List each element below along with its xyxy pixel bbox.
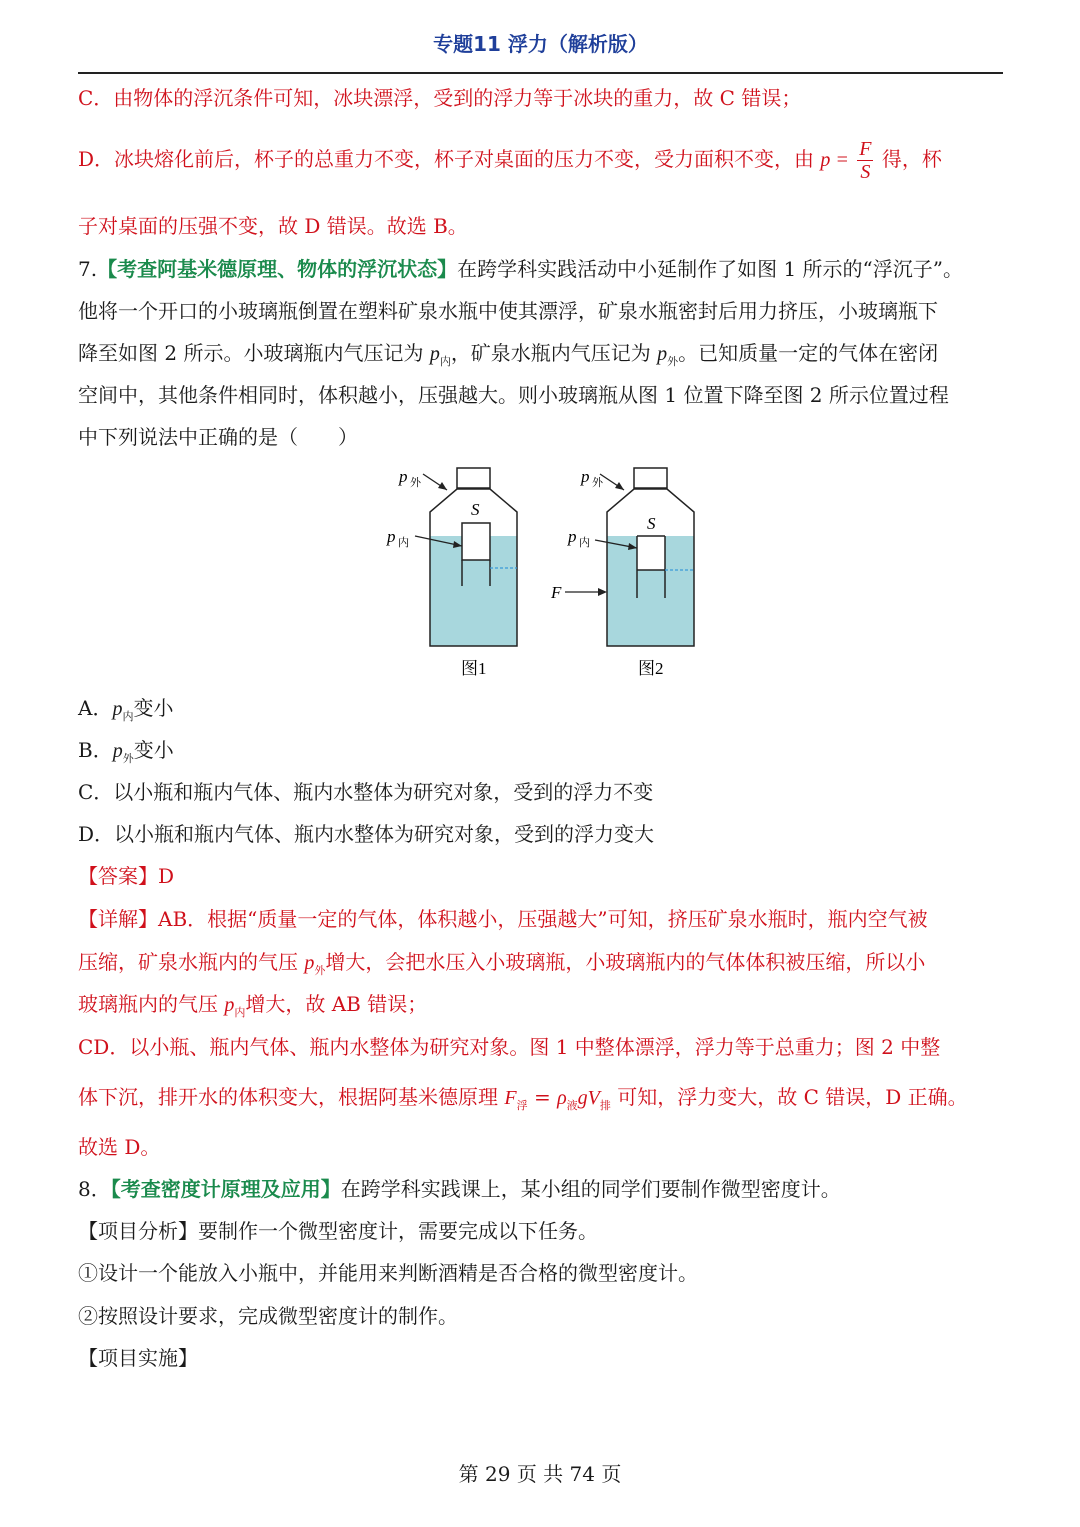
- page-header-title: 专题11 浮力（解析版）: [433, 32, 648, 56]
- text-span: 得，杯: [881, 147, 942, 171]
- formula-v: V: [587, 1087, 600, 1109]
- formula-lhs: p =: [820, 149, 849, 171]
- text-span: 。已知质量一定的气体在密闭: [678, 341, 939, 365]
- q7-option-c: C．以小瓶和瓶内气体、瓶内水整体为研究对象，受到的浮力不变: [78, 780, 654, 804]
- option-letter: B．: [78, 738, 113, 762]
- symbol-p: p: [657, 343, 668, 365]
- label-nei: 内: [398, 537, 409, 549]
- label-p: p: [581, 467, 590, 486]
- q7-stem-line2: 他将一个开口的小玻璃瓶倒置在塑料矿泉水瓶中使其漂浮，矿泉水瓶密封后用力挤压，小玻璃瓶下: [78, 299, 938, 323]
- q8-tag: 【考查密度计原理及应用】: [110, 1177, 341, 1201]
- q7-option-a: [78, 694, 1008, 731]
- label-s: S: [647, 514, 656, 533]
- page-footer: 第 29 页 共 74 页: [458, 1462, 622, 1486]
- text-span: 增大，故 AB 错误；: [245, 992, 428, 1016]
- figure-2-caption: 图2: [638, 659, 664, 678]
- label-wai: 外: [592, 477, 603, 489]
- q8-task2: ②按照设计要求，完成微型密度计的制作。: [78, 1304, 458, 1328]
- subscript-ye: 液: [566, 1099, 578, 1112]
- q7-detail-line3: [78, 990, 1008, 1027]
- q7-detail-line5: [78, 1083, 1008, 1120]
- small-vial-1: [462, 523, 490, 560]
- q7-number: 7.: [78, 257, 98, 281]
- q8-number: 8．: [78, 1177, 111, 1201]
- text-span: 在跨学科实践课上，某小组的同学们要制作微型密度计。: [340, 1177, 841, 1201]
- fraction-denominator: S: [860, 161, 871, 183]
- q7-detail-line2: [78, 948, 1008, 985]
- symbol-p: p: [112, 698, 123, 720]
- option-letter: A．: [78, 696, 113, 720]
- subscript-wai: 外: [122, 752, 134, 765]
- q7-stem-line5: 中下列说法中正确的是（ ）: [78, 425, 358, 449]
- label-wai: 外: [410, 477, 421, 489]
- symbol-p: p: [224, 994, 235, 1016]
- subscript-nei: 内: [234, 1006, 246, 1019]
- bottle-2: [565, 468, 694, 646]
- bottle-cap-1: [457, 468, 490, 488]
- figure-1-caption: 图1: [461, 659, 487, 678]
- text-span: 玻璃瓶内的气压: [78, 992, 218, 1016]
- label-nei: 内: [579, 537, 590, 549]
- text-span: 可知，浮力变大，故 C 错误，D 正确。: [617, 1085, 968, 1109]
- subscript-nei: 内: [439, 355, 451, 368]
- header-rule: [78, 72, 1003, 74]
- symbol-p: p: [304, 952, 315, 974]
- q7-option-d: D．以小瓶和瓶内气体、瓶内水整体为研究对象，受到的浮力变大: [78, 822, 655, 846]
- label-p: p: [399, 467, 408, 486]
- text-span: ，矿泉水瓶内气压记为: [450, 341, 651, 365]
- q8-analysis: [78, 1217, 1008, 1245]
- q7-detail-line4: CD．以小瓶、瓶内气体、瓶内水整体为研究对象。图 1 中整体漂浮，浮力等于总重力；图 2 中整: [78, 1035, 941, 1059]
- q7-stem-line4: 空间中，其他条件相同时，体积越小，压强越大。则小玻璃瓶从图 1 位置下降至图 2 所示位置过程: [78, 383, 949, 407]
- subscript-pai: 排: [599, 1099, 611, 1112]
- subscript-wai: 外: [667, 355, 679, 368]
- bottle-1: [415, 468, 517, 646]
- q8-implementation-heading: 【项目实施】: [78, 1346, 198, 1370]
- option-d-explanation-line1: [78, 138, 1008, 183]
- text-span: D．冰块熔化前后，杯子的总重力不变，杯子对桌面的压力不变，受力面积不变，由: [78, 147, 815, 171]
- formula-rho: ρ: [557, 1087, 567, 1109]
- cartesian-diver-figure: [385, 462, 705, 684]
- symbol-p: p: [112, 740, 123, 762]
- small-vial-air-2: [637, 536, 665, 570]
- bottle-cap-2: [634, 468, 667, 488]
- formula-f: F: [504, 1087, 517, 1109]
- formula-g: g: [577, 1087, 588, 1109]
- q7-detail-line1: 【详解】AB．根据“质量一定的气体，体积越小，压强越大”可知，挤压矿泉水瓶时，瓶内空气被: [78, 907, 928, 931]
- q8-stem: [78, 1175, 1008, 1203]
- text-span: 变小: [133, 696, 174, 720]
- text-span: 变小: [133, 738, 174, 762]
- formula-eq: =: [533, 1085, 551, 1109]
- label-p: p: [568, 527, 577, 546]
- option-d-explanation-line2: 子对桌面的压强不变，故 D 错误。故选 B。: [78, 214, 468, 238]
- q8-task1: ①设计一个能放入小瓶中，并能用来判断酒精是否合格的微型密度计。: [78, 1261, 698, 1285]
- label-f: F: [551, 583, 562, 602]
- text-span: 降至如图 2 所示。小玻璃瓶内气压记为: [78, 341, 424, 365]
- pressure-fraction: [857, 138, 873, 183]
- text-span: 在跨学科实践活动中小延制作了如图 1 所示的“浮沉子”。: [457, 257, 963, 281]
- text-span: 压缩，矿泉水瓶内的气压: [78, 950, 298, 974]
- symbol-p: p: [429, 343, 440, 365]
- label-s: S: [471, 500, 480, 519]
- option-c-explanation: C．由物体的浮沉条件可知，冰块漂浮，受到的浮力等于冰块的重力，故 C 错误；: [78, 86, 802, 110]
- fraction-numerator: F: [859, 138, 872, 160]
- subscript-fu: 浮: [516, 1099, 528, 1112]
- q7-answer: 【答案】D: [78, 864, 175, 888]
- q7-option-b: [78, 736, 1008, 773]
- q7-tag: 【考查阿基米德原理、物体的浮沉状态】: [97, 257, 458, 281]
- subscript-wai: 外: [314, 964, 326, 977]
- q7-detail-line6: 故选 D。: [78, 1135, 161, 1159]
- analysis-heading: 【项目分析】: [78, 1219, 198, 1243]
- text-span: 增大，会把水压入小玻璃瓶，小玻璃瓶内的气体体积被压缩，所以小: [325, 950, 926, 974]
- q7-stem-line3: [78, 339, 1008, 376]
- text-span: 体下沉，排开水的体积变大，根据阿基米德原理: [78, 1085, 498, 1109]
- q7-stem-line1: [78, 255, 1008, 283]
- text-span: 要制作一个微型密度计，需要完成以下任务。: [198, 1219, 598, 1243]
- label-p: p: [387, 527, 396, 546]
- subscript-nei: 内: [122, 710, 134, 723]
